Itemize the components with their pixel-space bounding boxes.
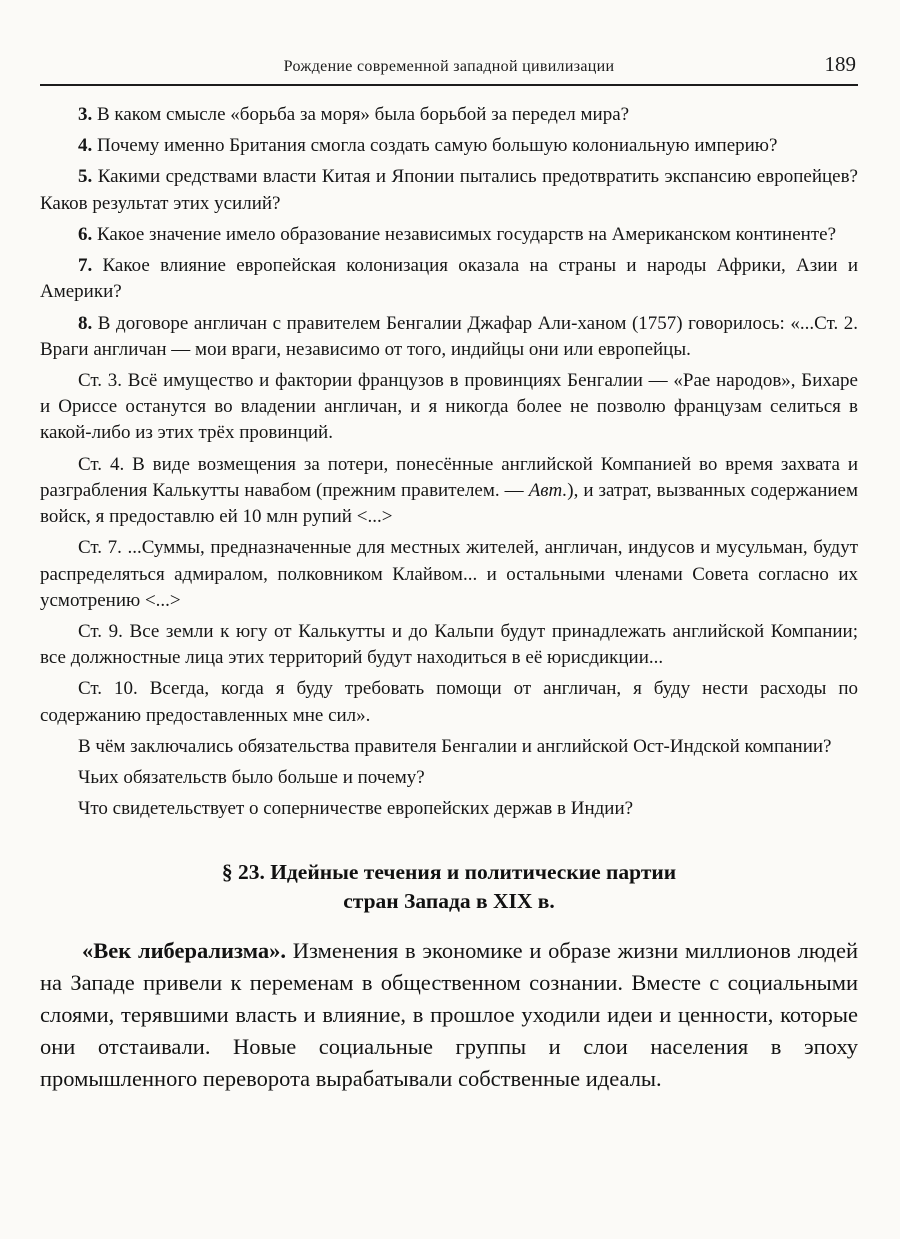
document-article-3: [40, 368, 858, 447]
question-3-number: 3.: [78, 104, 93, 125]
question-6-number: 6.: [78, 223, 93, 245]
document-article-4-text-after: ), и затрат, вызванных содержанием войск, я предоставлю ей 10 млн рупий <...>: [40, 479, 858, 528]
question-7-text: Какое влияние европейская колонизация оказала на страны и народы Африки, Азии и Америки?: [40, 255, 858, 303]
followup-question-3: [40, 796, 858, 822]
question-6-text: Какое значение имело образование независимых государств на Американском континенте?: [92, 223, 836, 245]
page-number: 189: [824, 52, 856, 76]
followup-question-3-text: Что свидетельствует о соперничестве европейских держав в Индии?: [78, 798, 634, 820]
question-5-number: 5.: [78, 166, 93, 188]
section-lead-bold: «Век либерализма».: [82, 938, 287, 964]
document-article-4-text-before: Ст. 4. В виде возмещения за потери, понесённые английской Компанией во время захвата и разграбления Калькутты навабом (прежним правителем. —: [40, 453, 858, 501]
question-4-text: Почему именно Британия смогла создать самую большую колониальную империю?: [92, 135, 778, 157]
question-5: [40, 164, 858, 216]
question-4-number: 4.: [78, 135, 93, 157]
question-3: [40, 102, 858, 128]
question-8: [40, 311, 858, 363]
page-content: [40, 102, 858, 1095]
question-5-text: Какими средствами власти Китая и Японии пытались предотвратить экспансию европейцев? Каков результат этих усилий?: [40, 166, 858, 214]
document-article-3-text: Ст. 3. Всё имущество и фактории французов в провинциях Бенгалии — «Рае народов», Бихаре и Ориссе останутся во владении англичан, и я никогда более не позволю французам селиться в какой-либо из этих трёх провинций.: [40, 369, 858, 444]
question-8-number: 8.: [78, 312, 93, 334]
section-lead-paragraph: [40, 935, 858, 1095]
document-article-4-author-note: Авт.: [528, 479, 568, 501]
section-body: [40, 935, 858, 1095]
question-6: [40, 222, 858, 248]
question-4: [40, 133, 858, 159]
followup-question-1: [40, 734, 858, 760]
question-7-number: 7.: [78, 255, 93, 277]
section-lead-text: Изменения в экономике и образе жизни миллионов людей на Западе привели к переменам в общественном сознании. Вместе с социальными слоями, терявшими власть и влияние, в прошлое уходили идеи и ценности, которые они отстаивали. Новые социальные группы и слои населения в эпоху промышленного переворота вырабатывали собственные идеалы.: [40, 938, 858, 1091]
question-7: [40, 253, 858, 305]
followup-question-1-text: В чём заключались обязательства правителя Бенгалии и английской Ост-Индской компании?: [78, 735, 832, 757]
document-article-9: [40, 619, 858, 671]
document-article-10-text: Ст. 10. Всегда, когда я буду требовать помощи от англичан, я буду нести расходы по содержанию предоставленных мне сил».: [40, 678, 858, 726]
question-8-text: В договоре англичан с правителем Бенгалии Джафар Али-ханом (1757) говорилось: «...Ст. 2. Враги англичан — мои враги, независимо от того, индийцы они или европейцы.: [40, 312, 858, 360]
running-title: Рождение современной западной цивилизации: [283, 58, 615, 75]
followup-question-2: [40, 765, 858, 791]
document-article-9-text: Ст. 9. Все земли к югу от Калькутты и до Кальпи будут принадлежать английской Компании; все должностные лица этих территорий будут находиться в её юрисдикции...: [40, 620, 858, 669]
document-article-4: [40, 452, 858, 531]
section-heading-line1: § 23. Идейные течения и политические партии: [221, 860, 677, 885]
section-heading-line2: стран Запада в XIX в.: [343, 888, 555, 913]
document-article-7-text: Ст. 7. ...Суммы, предназначенные для местных жителей, англичан, индусов и мусульман, будут распределяться адмиралом, полковником Клайвом... и остальными членами Совета согласно их усмотрению <...>: [40, 537, 858, 611]
followup-question-2-text: Чьих обязательств было больше и почему?: [78, 767, 425, 789]
section-heading: [40, 858, 858, 915]
page-header: [40, 52, 858, 86]
document-article-10: [40, 676, 858, 728]
question-3-text: В каком смысле «борьба за моря» была борьбой за передел мира?: [92, 104, 630, 125]
document-article-7: [40, 535, 858, 614]
